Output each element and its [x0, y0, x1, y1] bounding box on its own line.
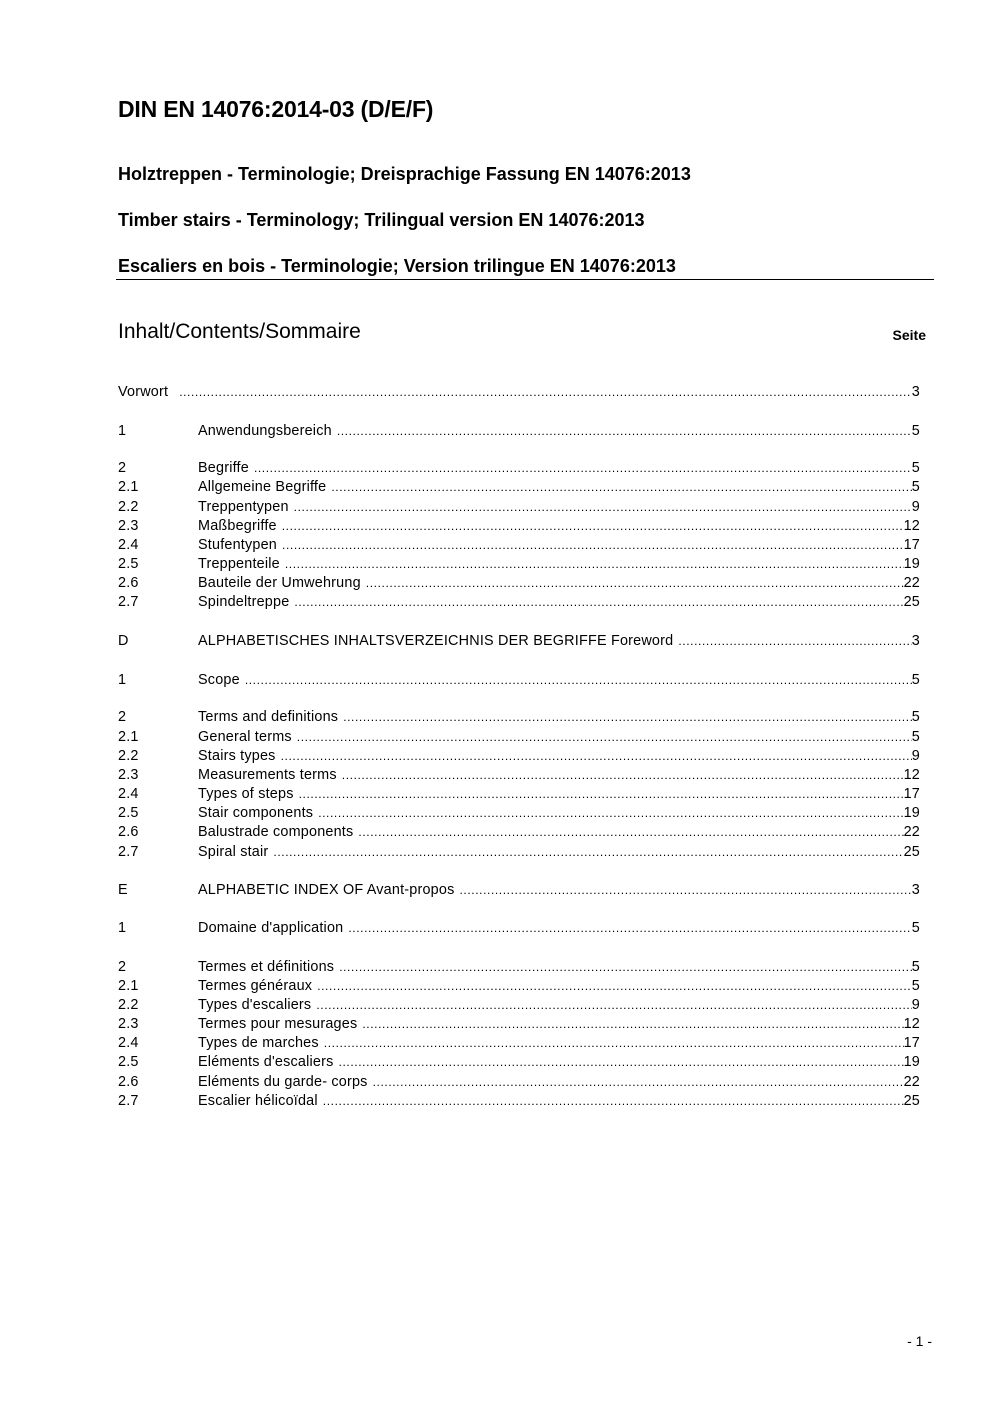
toc-entry-page: 3 [911, 384, 920, 400]
toc-entry-title: Treppentypen [198, 499, 289, 515]
toc-entry-number: 2.3 [118, 518, 139, 534]
toc-dot-leader [294, 595, 903, 609]
toc-entry-number: 2.3 [118, 767, 139, 783]
toc-dot-leader [294, 500, 912, 514]
toc-entry-number: 2.6 [118, 575, 139, 591]
toc-entry-number: 2.1 [118, 978, 139, 994]
toc-entry-number: 2.1 [118, 479, 139, 495]
toc-entry-page: 5 [911, 920, 920, 936]
toc-entry[interactable] [118, 1016, 920, 1035]
toc-entry-page: 17 [903, 786, 920, 802]
subtitle-german: Holztreppen - Terminologie; Dreisprachige Fassung EN 14076:2013 [118, 164, 691, 184]
toc-entry-page: 19 [903, 805, 920, 821]
toc-entry-title: Scope [198, 672, 240, 688]
toc-entry[interactable] [118, 423, 920, 442]
toc-entry-title: Types of steps [198, 786, 294, 802]
toc-dot-leader [317, 979, 912, 993]
toc-entry-number: 2.2 [118, 748, 139, 764]
toc-entry-page: 17 [903, 1035, 920, 1051]
toc-entry[interactable] [118, 805, 920, 824]
toc-entry-page: 25 [903, 844, 920, 860]
toc-dot-leader [299, 787, 904, 801]
toc-entry[interactable] [118, 978, 920, 997]
toc-entry-page: 3 [911, 633, 920, 649]
toc-entry-title: Allgemeine Begriffe [198, 479, 327, 495]
toc-entry-title: ALPHABETISCHES INHALTSVERZEICHNIS DER BEGRIFFE Foreword [198, 633, 674, 649]
toc-entry-number: 2.3 [118, 1016, 139, 1032]
toc-entry[interactable] [118, 786, 920, 805]
toc-dot-leader [331, 480, 911, 494]
toc-dot-leader [324, 1036, 904, 1050]
toc-entry-number: 2 [118, 959, 127, 975]
toc-entry-number: 2.4 [118, 537, 139, 553]
toc-entry[interactable] [118, 882, 920, 901]
toc-entry[interactable] [118, 633, 920, 652]
toc-entry[interactable] [118, 997, 920, 1016]
subtitle-english: Timber stairs - Terminology; Trilingual version EN 14076:2013 [118, 210, 645, 230]
toc-entry-number: 2.4 [118, 1035, 139, 1051]
toc-entry-page: 25 [903, 594, 920, 610]
toc-dot-leader [281, 749, 912, 763]
toc-entry-page: 22 [903, 824, 920, 840]
toc-entry[interactable] [118, 556, 920, 575]
toc-entry-number: D [118, 633, 129, 649]
toc-entry-number: 2.2 [118, 499, 139, 515]
toc-entry[interactable] [118, 748, 920, 767]
toc-dot-leader [339, 1055, 904, 1069]
toc-entry-title: Balustrade components [198, 824, 354, 840]
toc-entry[interactable] [118, 518, 920, 537]
toc-entry[interactable] [118, 499, 920, 518]
toc-dot-leader [282, 519, 904, 533]
toc-entry-page: 5 [911, 729, 920, 745]
toc-entry-title: Termes pour mesurages [198, 1016, 358, 1032]
toc-dot-leader [342, 768, 904, 782]
toc-dot-leader [282, 538, 904, 552]
page-column-label: Seite [892, 327, 926, 343]
toc-entry-title: Treppenteile [198, 556, 280, 572]
toc-entry[interactable] [118, 920, 920, 939]
toc-dot-leader [285, 557, 904, 571]
toc-entry[interactable] [118, 479, 920, 498]
toc-entry[interactable] [118, 959, 920, 978]
toc-entry-title: Spiral stair [198, 844, 269, 860]
toc-entry[interactable] [118, 672, 920, 691]
toc-entry-title: Types de marches [198, 1035, 319, 1051]
toc-entry-title: Domaine d'application [198, 920, 344, 936]
toc-entry[interactable] [118, 709, 920, 728]
toc-entry-number: 2 [118, 709, 127, 725]
toc-dot-leader [273, 845, 903, 859]
toc-entry-title: Types d'escaliers [198, 997, 312, 1013]
toc-dot-leader [348, 921, 911, 935]
toc-dot-leader [373, 1075, 904, 1089]
toc-entry[interactable] [118, 1093, 920, 1112]
toc-entry-title: Stair components [198, 805, 314, 821]
toc-entry-page: 5 [911, 978, 920, 994]
toc-entry-number: 2.6 [118, 1074, 139, 1090]
toc-entry-title: Maßbegriffe [198, 518, 277, 534]
toc-entry-page: 5 [911, 709, 920, 725]
toc-entry-page: 22 [903, 575, 920, 591]
toc-entry-number: 2.4 [118, 786, 139, 802]
toc-dot-leader [245, 673, 912, 687]
toc-dot-leader [362, 1017, 903, 1031]
toc-entry-page: 19 [903, 556, 920, 572]
toc-entry-number: 2.5 [118, 1054, 139, 1070]
toc-dot-leader [297, 730, 912, 744]
toc-entry-page: 25 [903, 1093, 920, 1109]
toc-entry-title: Stairs types [198, 748, 276, 764]
toc-entry-title: Spindeltreppe [198, 594, 290, 610]
toc-dot-leader [366, 576, 904, 590]
toc-entry[interactable] [118, 844, 920, 863]
toc-entry-title: General terms [198, 729, 292, 745]
toc-entry[interactable] [118, 767, 920, 786]
toc-dot-leader [339, 960, 912, 974]
toc-dot-leader [179, 385, 912, 399]
toc-entry[interactable] [118, 824, 920, 843]
toc-entry-title: Anwendungsbereich [198, 423, 332, 439]
subtitle-french: Escaliers en bois - Terminologie; Version trilingue EN 14076:2013 [118, 256, 676, 276]
document-title: DIN EN 14076:2014-03 (D/E/F) [118, 96, 434, 122]
toc-entry-title: Measurements terms [198, 767, 337, 783]
toc-entry-number: Vorwort [118, 384, 169, 400]
toc-dot-leader [323, 1094, 904, 1108]
toc-entry-title: Eléments d'escaliers [198, 1054, 334, 1070]
toc-dot-leader [343, 710, 912, 724]
toc-entry[interactable] [118, 594, 920, 613]
toc-dot-leader [459, 883, 911, 897]
toc-dot-leader [318, 806, 903, 820]
toc-entry-page: 9 [911, 997, 920, 1013]
toc-entry-number: 1 [118, 423, 127, 439]
toc-entry-title: ALPHABETIC INDEX OF Avant-propos [198, 882, 455, 898]
toc-entry[interactable] [118, 1074, 920, 1093]
toc-entry-number: 1 [118, 920, 127, 936]
toc-entry-number: 2 [118, 460, 127, 476]
toc-dot-leader [254, 461, 912, 475]
toc-entry-number: 2.7 [118, 1093, 139, 1109]
toc-entry[interactable] [118, 729, 920, 748]
toc-entry-page: 12 [903, 518, 920, 534]
toc-entry-number: 2.7 [118, 844, 139, 860]
toc-entry-page: 9 [911, 748, 920, 764]
toc-entry-page: 5 [911, 460, 920, 476]
toc-entry-title: Escalier hélicoïdal [198, 1093, 318, 1109]
toc-entry-number: 2.1 [118, 729, 139, 745]
toc-entry-number: 2.5 [118, 556, 139, 572]
toc-entry[interactable] [118, 537, 920, 556]
toc-entry-number: 2.7 [118, 594, 139, 610]
header-divider [116, 279, 934, 280]
toc-entry-page: 19 [903, 1054, 920, 1070]
toc-entry-number: 2.2 [118, 997, 139, 1013]
toc-entry-page: 12 [903, 1016, 920, 1032]
toc-entry-title: Eléments du garde- corps [198, 1074, 368, 1090]
toc-entry-page: 5 [911, 479, 920, 495]
toc-entry-page: 17 [903, 537, 920, 553]
toc-entry-page: 5 [911, 672, 920, 688]
toc-dot-leader [316, 998, 911, 1012]
toc-entry-page: 22 [903, 1074, 920, 1090]
toc-entry[interactable] [118, 384, 920, 403]
toc-entry-number: 1 [118, 672, 127, 688]
toc-entry-page: 5 [911, 423, 920, 439]
toc-entry-title: Termes généraux [198, 978, 313, 994]
toc-entry-title: Begriffe [198, 460, 249, 476]
toc-entry-title: Stufentypen [198, 537, 278, 553]
toc-dot-leader [678, 634, 911, 648]
toc-heading: Inhalt/Contents/Sommaire [118, 320, 361, 343]
footer-page-number: - 1 - [907, 1333, 932, 1349]
toc-entry[interactable] [118, 1035, 920, 1054]
toc-entry-page: 12 [903, 767, 920, 783]
toc-entry-page: 9 [911, 499, 920, 515]
toc-dot-leader [358, 825, 903, 839]
toc-entry-number: E [118, 882, 128, 898]
toc-entry-number: 2.5 [118, 805, 139, 821]
toc-entry[interactable] [118, 1054, 920, 1073]
toc-entry[interactable] [118, 460, 920, 479]
toc-dot-leader [337, 424, 912, 438]
toc-entry-page: 5 [911, 959, 920, 975]
toc-entry-page: 3 [911, 882, 920, 898]
toc-entry-title: Bauteile der Umwehrung [198, 575, 361, 591]
toc-entry-title: Terms and definitions [198, 709, 339, 725]
toc-entry[interactable] [118, 575, 920, 594]
toc-entry-title: Termes et définitions [198, 959, 335, 975]
toc-entry-number: 2.6 [118, 824, 139, 840]
